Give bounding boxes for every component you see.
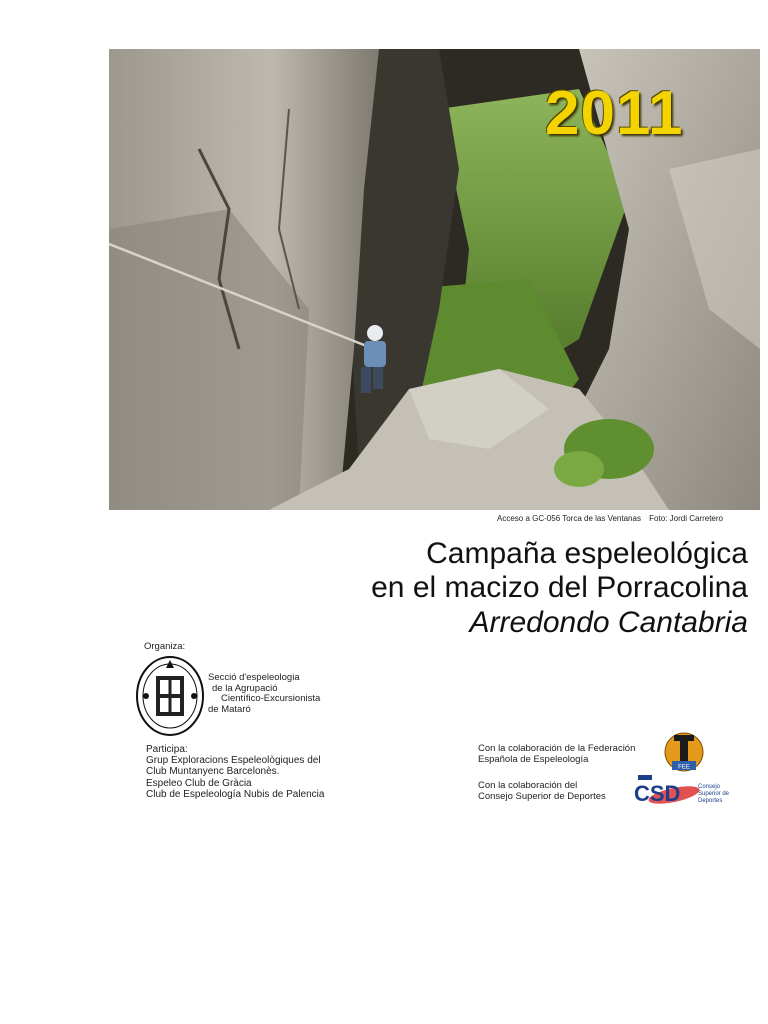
collab-csd-line-1: Con la colaboración del: [478, 780, 578, 791]
participant-line-4: Club de Espeleología Nubis de Palencia: [146, 788, 325, 800]
organizer-line-2: de la Agrupació: [212, 682, 278, 694]
title-line-2: en el macizo del Porracolina: [371, 571, 748, 604]
csd-logo-text: CSD: [634, 781, 681, 806]
organiza-label: Organiza:: [144, 641, 186, 652]
participants-block: [146, 744, 324, 800]
year-label: 2011: [545, 79, 684, 148]
photo-caption: [497, 514, 729, 523]
csd-sub-1: Consejo: [698, 784, 721, 790]
collab-csd-line-2: Consejo Superior de Deportes: [478, 791, 606, 802]
collaboration-fee: [478, 743, 635, 765]
organizer-name: [208, 673, 320, 715]
organizer-line-4: de Mataró: [208, 703, 251, 715]
organizer-line-1: Secció d'espeleologia: [208, 672, 300, 683]
fee-logo-text: FEE: [678, 764, 690, 771]
collaboration-csd: [478, 780, 606, 802]
photo-caption-credit: Foto: Jordi Carretero: [649, 514, 723, 523]
csd-sub-3: Deportes: [698, 798, 723, 804]
participa-label: Participa:: [146, 744, 188, 755]
participant-line-1: Grup Exploracions Espeleològiques del: [146, 755, 321, 767]
title-line-1: Campaña espeleológica: [426, 537, 748, 570]
organizer-seal-icon: [134, 654, 206, 738]
organizer-line-3: Científico-Excursionista: [221, 693, 321, 704]
csd-sub-2: Superior de: [698, 791, 730, 797]
collab-fee-line-2: Española de Espeleología: [478, 754, 589, 765]
title-line-3: Arredondo Cantabria: [469, 606, 748, 639]
csd-logo-icon: [632, 775, 742, 807]
participant-line-3: Espeleo Club de Gràcia: [146, 777, 252, 789]
collab-fee-line-1: Con la colaboración de la Federación: [478, 743, 636, 754]
participant-line-2: Club Muntanyenc Barcelonès.: [146, 766, 280, 778]
document-title: [371, 537, 748, 641]
photo-caption-location: Acceso a GC-056 Torca de las Ventanas: [497, 514, 641, 523]
fee-logo-icon: [664, 731, 704, 773]
